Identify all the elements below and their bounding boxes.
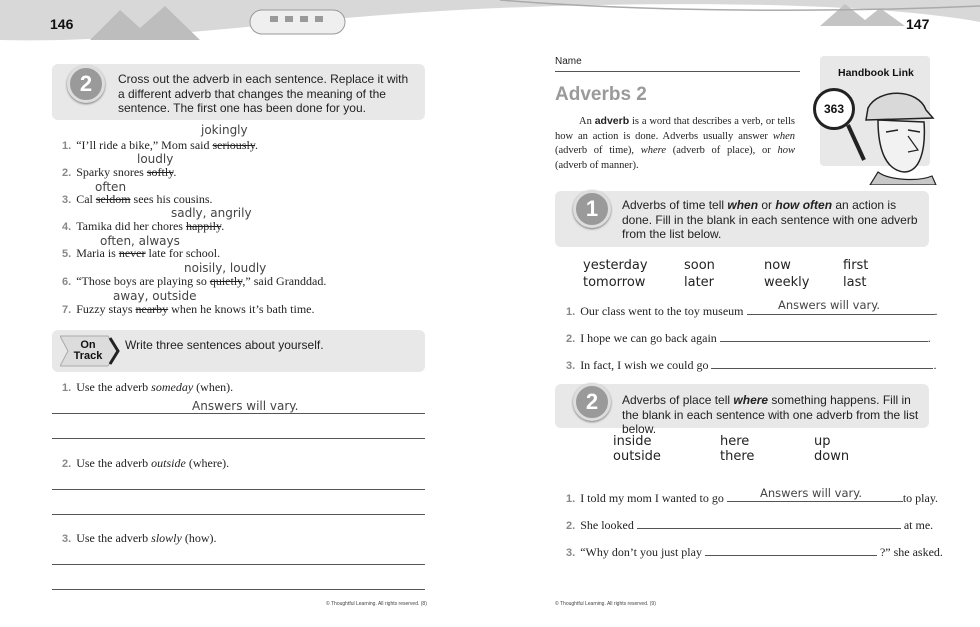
word-bank-item: soon — [684, 258, 715, 273]
sentence-3: 3. Cal seldom sees his cousins. — [62, 192, 213, 206]
sentence-1: 1. “I’ll ride a bike,” Mom said seriously. — [62, 138, 259, 152]
handwritten-answer: often, always — [100, 234, 180, 248]
crossed-adverb: seriously — [212, 138, 256, 152]
word-bank-item: tomorrow — [583, 275, 646, 290]
word-bank-item: there — [720, 449, 755, 464]
handwritten-answer: Answers will vary. — [192, 399, 299, 413]
handwritten-answer: jokingly — [201, 123, 248, 137]
place-sentence-2: 2. She looked at me. — [566, 518, 934, 532]
name-field[interactable] — [555, 71, 800, 72]
adverb-definition: An adverb is a word that describes a verb, or tells how an action is done. Adverbs usually answer when (adverb of time), where (adverb of place), or how (adverb of manner). — [555, 115, 795, 171]
word-bank-item: weekly — [764, 275, 810, 290]
crossed-adverb: happily — [185, 219, 222, 233]
time-sentence-2: 2. I hope we can go back again . — [566, 331, 931, 345]
writing-line[interactable] — [52, 589, 425, 590]
word-bank-item: up — [814, 434, 831, 449]
activity-2-instruction: Cross out the adverb in each sentence. Replace it with a different adverb that changes the meaning of the sentence. The first one has been done for you. — [118, 72, 409, 115]
on-track-item-1: 1. Use the adverb someday (when). — [62, 380, 234, 394]
word-bank-item: here — [720, 434, 750, 449]
crossed-adverb: quietly — [209, 274, 243, 288]
page-number-right: 147 — [906, 16, 930, 32]
crossed-adverb: seldom — [95, 192, 131, 206]
on-track-item-2: 2. Use the adverb outside (where). — [62, 456, 230, 470]
word-bank-item: now — [764, 258, 791, 273]
writing-line[interactable] — [52, 514, 425, 515]
on-track-badge: On Track — [73, 339, 103, 362]
answer-blank[interactable] — [711, 358, 933, 369]
sentence-4: 4. Tamika did her chores happily. — [62, 219, 225, 233]
writing-line[interactable] — [52, 413, 425, 414]
handwritten-answer: away, outside — [113, 289, 197, 303]
activity-2-place-instruction: Adverbs of place tell where something happens. Fill in the blank in each sentence with one adverb from the list below. — [622, 393, 919, 436]
word-bank-item: last — [843, 275, 867, 290]
word-bank-item: down — [814, 449, 850, 464]
on-track-instruction: Write three sentences about yourself. — [125, 338, 324, 352]
handwritten-answer: often — [95, 180, 127, 194]
sentence-2: 2. Sparky snores softly. — [62, 165, 177, 179]
handwritten-answer: sadly, angrily — [171, 206, 252, 220]
word-bank-item: later — [684, 275, 715, 290]
on-track-item-3: 3. Use the adverb slowly (how). — [62, 531, 217, 545]
handwritten-answer: loudly — [137, 152, 174, 166]
answer-blank[interactable] — [720, 331, 928, 342]
handwritten-answer: Answers will vary. — [760, 486, 863, 500]
place-sentence-1: 1. I told my mom I wanted to go to play. — [566, 491, 939, 505]
place-sentence-3: 3. “Why don’t you just play ?” she asked. — [566, 545, 943, 559]
word-bank-item: yesterday — [583, 258, 648, 273]
crossed-adverb: softly — [146, 165, 174, 179]
activity-1-instruction: Adverbs of time tell when or how often an action is done. Fill in the blank in each sentence with one adverb from the list below. — [622, 198, 918, 241]
word-bank-item: inside — [613, 434, 652, 449]
word-bank-item: first — [843, 258, 869, 273]
writing-line[interactable] — [52, 438, 425, 439]
writing-line[interactable] — [52, 564, 425, 565]
activity-number-badge: 2 — [67, 65, 105, 103]
answer-blank[interactable] — [705, 545, 877, 556]
header-illustration — [0, 0, 980, 46]
airplane-icon — [250, 10, 345, 34]
handbook-link-label: Handbook Link — [838, 67, 914, 79]
crossed-adverb: nearby — [135, 302, 169, 316]
handwritten-answer: Answers will vary. — [778, 298, 881, 312]
writing-line[interactable] — [52, 489, 425, 490]
footer-right: © Thoughtful Learning. All rights reserved. (9) — [555, 601, 656, 607]
crossed-adverb: never — [118, 246, 146, 260]
activity-number-badge: 1 — [573, 190, 611, 228]
footer-left: © Thoughtful Learning. All rights reserved. (8) — [326, 601, 427, 607]
time-sentence-3: 3. In fact, I wish we could go . — [566, 358, 937, 372]
sentence-6: 6. “Those boys are playing so quietly,” said Granddad. — [62, 274, 327, 288]
time-sentence-1: 1. Our class went to the toy museum . — [566, 304, 938, 318]
activity-number-badge: 2 — [573, 383, 611, 421]
word-bank-item: outside — [613, 449, 661, 464]
name-label: Name — [555, 56, 582, 67]
sentence-5: 5. Maria is never late for school. — [62, 246, 221, 260]
sentence-7: 7. Fuzzy stays nearby when he knows it’s bath time. — [62, 302, 315, 316]
answer-blank[interactable] — [637, 518, 901, 529]
handbook-page-magnifier[interactable]: 363 — [813, 88, 855, 130]
page-title: Adverbs 2 — [555, 84, 647, 105]
handwritten-answer: noisily, loudly — [184, 261, 267, 275]
page-number-left: 146 — [50, 16, 74, 32]
